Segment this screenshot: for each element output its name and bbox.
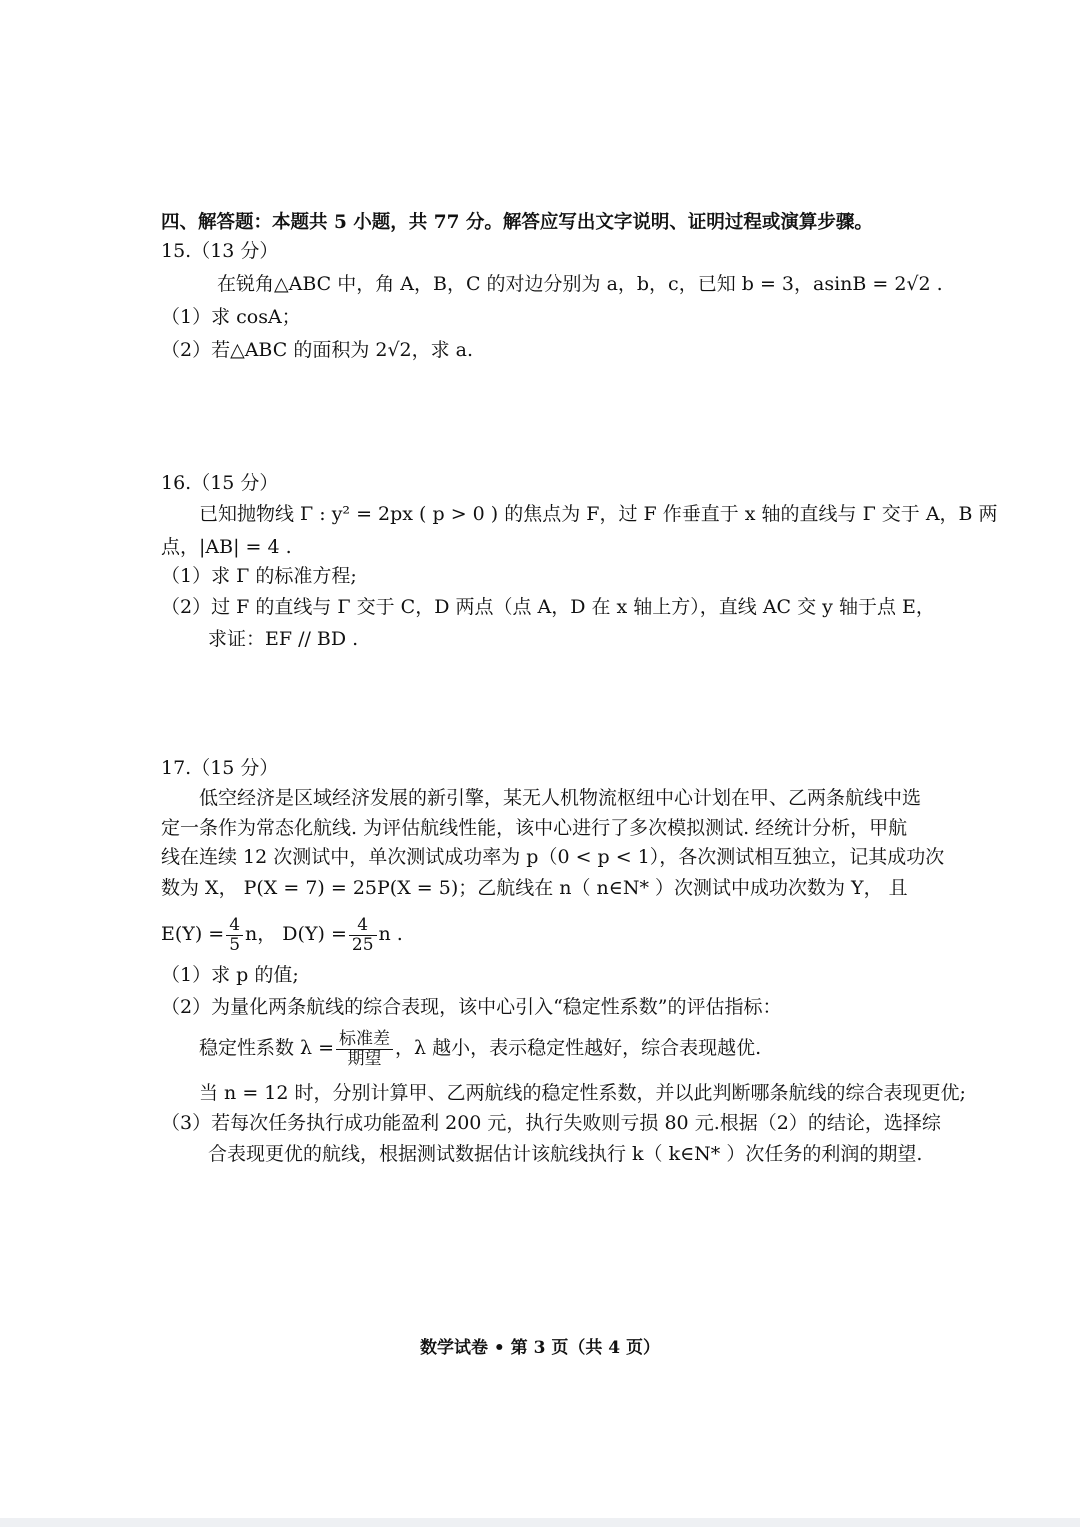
- q17-part3-line1: （3）若每次任务执行成功能盈利 200 元，执行失败则亏损 80 元.根据（2）的结论，选择综: [161, 1112, 941, 1134]
- coefficient-denominator: 期望: [347, 1048, 382, 1069]
- q16-stem-line2: 点，|AB| = 4 .: [161, 536, 292, 558]
- q16-part1: （1）求 Γ 的标准方程;: [161, 565, 357, 587]
- q17-part2-line1: （2）为量化两条航线的综合表现，该中心引入“稳定性系数”的评估指标：: [161, 996, 782, 1018]
- variance-numerator: 4: [349, 916, 377, 936]
- q16-part2-line1: （2）过 F 的直线与 Γ 交于 C，D 两点（点 A，D 在 x 轴上方），直线 AC 交 y 轴于点 E，: [161, 596, 935, 618]
- q17-part3-line2: 合表现更优的航线，根据测试数据估计该航线执行 k（ k∈N* ）次任务的利润的期望.: [208, 1143, 923, 1165]
- coefficient-numerator: 标准差: [336, 1030, 393, 1050]
- q17-expectation-line: [161, 912, 403, 956]
- expectation-fraction: [226, 916, 243, 955]
- q16-stem-line1: 已知抛物线 Γ : y² = 2px ( p > 0 ) 的焦点为 F，过 F 作垂直于 x 轴的直线与 Γ 交于 A，B 两: [199, 503, 998, 525]
- q16-part2-line2: 求证：EF // BD .: [208, 628, 359, 650]
- q17-coefficient-line: [199, 1026, 761, 1070]
- expectation-denominator: 5: [229, 934, 241, 955]
- q17-stem-line2: 定一条作为常态化航线. 为评估航线性能，该中心进行了多次模拟测试. 经统计分析，甲航: [161, 817, 908, 839]
- q17-part2-line3: 当 n = 12 时，分别计算甲、乙两航线的稳定性系数，并以此判断哪条航线的综合表现更优;: [199, 1082, 966, 1104]
- variance-suffix: n .: [378, 923, 403, 945]
- expectation-numerator: 4: [226, 916, 243, 936]
- q15-part1: （1）求 cosA；: [161, 306, 301, 328]
- coefficient-suffix: ，λ 越小，表示稳定性越好，综合表现越优.: [395, 1037, 762, 1059]
- variance-denominator: 25: [351, 934, 374, 955]
- q15-part2: （2）若△ABC 的面积为 2√2，求 a.: [161, 339, 474, 361]
- q17-stem-line3: 线在连续 12 次测试中，单次测试成功率为 p（0 < p < 1），各次测试相互独立，记其成功次: [161, 846, 945, 868]
- coefficient-fraction: [336, 1030, 393, 1069]
- q15-stem: 在锐角△ABC 中，角 A，B，C 的对边分别为 a，b，c，已知 b = 3，asinB = 2√2 .: [217, 273, 943, 295]
- q17-header: 17.（15 分）: [161, 757, 279, 779]
- q17-part1: （1）求 p 的值;: [161, 964, 299, 986]
- variance-fraction: [349, 916, 377, 955]
- q15-header: 15.（13 分）: [161, 240, 279, 262]
- page-footer: 数学试卷 • 第 3 页（共 4 页）: [419, 1338, 661, 1358]
- expectation-mid: n， D(Y) =: [245, 923, 347, 945]
- section-heading: 四、解答题：本题共 5 小题，共 77 分。解答应写出文字说明、证明过程或演算步骤。: [161, 212, 873, 233]
- page-bottom-edge: [0, 1518, 1080, 1527]
- q17-stem-line4: 数为 X， P(X = 7) = 25P(X = 5)；乙航线在 n（ n∈N* ）次测试中成功次数为 Y， 且: [161, 877, 908, 899]
- q16-header: 16.（15 分）: [161, 472, 279, 494]
- q17-stem-line1: 低空经济是区域经济发展的新引擎，某无人机物流枢纽中心计划在甲、乙两条航线中选: [199, 787, 922, 809]
- coefficient-prefix: 稳定性系数 λ =: [199, 1037, 335, 1059]
- expectation-prefix: E(Y) =: [161, 923, 225, 945]
